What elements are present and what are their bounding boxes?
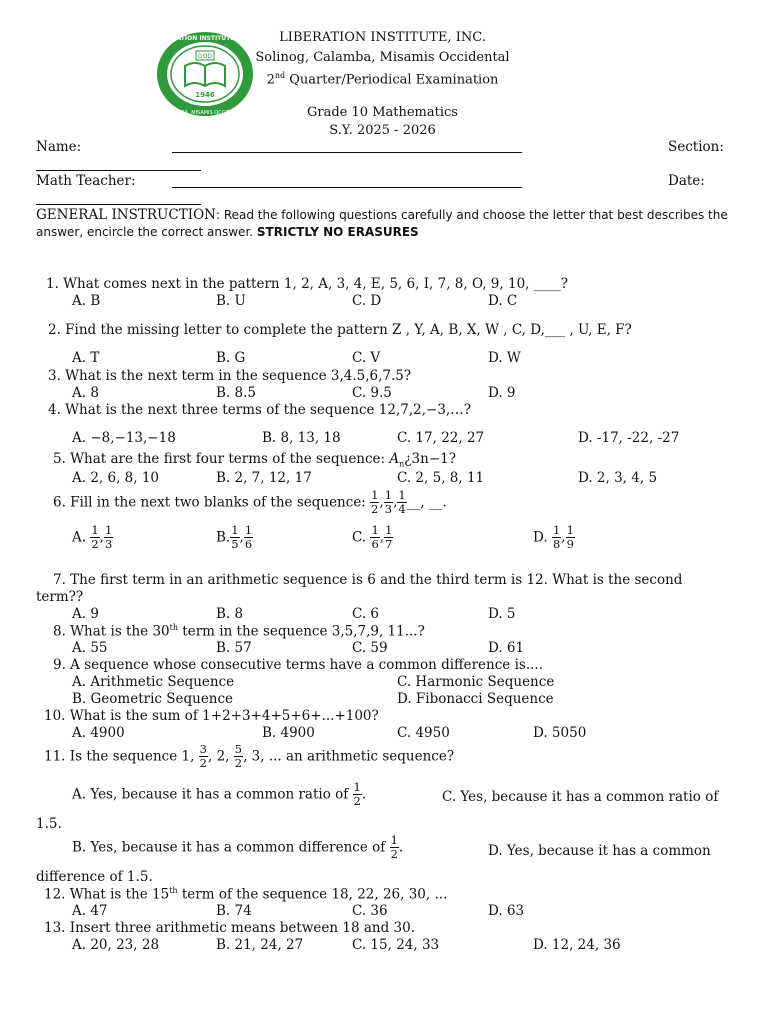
q10-choice-b[interactable]: B. 4900 [262, 725, 315, 741]
q11-choice-d-cont: difference of 1.5. [36, 869, 153, 885]
q2-choice-d[interactable]: D. W [488, 350, 521, 366]
question-8-stem: 8. What is the 30th term in the sequence 3,5,7,9, 11...? [53, 623, 425, 640]
svg-text:GOD: GOD [198, 53, 212, 60]
q8-choice-a[interactable]: A. 55 [72, 640, 108, 656]
q5-choice-b[interactable]: B. 2, 7, 12, 17 [216, 470, 312, 486]
question-7-stem: 7. The first term in an arithmetic sequence is 6 and the third term is 12. What is the second [53, 572, 683, 588]
svg-text:1946: 1946 [195, 91, 215, 99]
q5-choice-a[interactable]: A. 2, 6, 8, 10 [72, 470, 160, 486]
date-line[interactable] [36, 204, 201, 205]
q1-choice-a[interactable]: A. B [72, 293, 101, 309]
q6-frac-3: $\frac{1}{4}$ [398, 488, 406, 516]
question-6-stem: 6. Fill in the next two blanks of the sequence: $\frac{1}{2}$ , $\frac{1}{3}$ , $\frac{1}{4}$ __, __. [53, 488, 447, 516]
svg-text:LIBERATION INSTITUTE, INC.: LIBERATION INSTITUTE, INC. [157, 35, 253, 42]
q11-choice-a[interactable]: A. Yes, because it has a common ratio of $\frac{1}{2}$ . [72, 780, 367, 808]
q1-choice-b[interactable]: B. U [216, 293, 246, 309]
q4-choice-a[interactable]: A. −8,−13,−18 [72, 430, 176, 446]
q13-choice-d[interactable]: D. 12, 24, 36 [533, 937, 621, 953]
question-10-stem: 10. What is the sum of 1+2+3+4+5+6+...+100? [44, 708, 379, 724]
question-9-stem: 9. A sequence whose consecutive terms have a common difference is.... [53, 657, 543, 673]
q11-choice-c[interactable]: C. Yes, because it has a common ratio of [442, 789, 719, 805]
q8-choice-c[interactable]: C. 59 [352, 640, 388, 656]
svg-text:CALAMBA, MISAMIS OCCIDENTAL: CALAMBA, MISAMIS OCCIDENTAL [163, 110, 247, 116]
q9-choice-a[interactable]: A. Arithmetic Sequence [72, 674, 235, 690]
q7-choice-c[interactable]: C. 6 [352, 606, 380, 622]
q7-choice-a[interactable]: A. 9 [72, 606, 99, 622]
q6-choice-a[interactable]: A. $\frac{1}{2}$ , $\frac{1}{3}$ [72, 523, 113, 551]
q4-choice-c[interactable]: C. 17, 22, 27 [397, 430, 485, 446]
school-year: S.Y. 2025 - 2026 [329, 123, 436, 138]
q12-choice-b[interactable]: B. 74 [216, 903, 252, 919]
q2-choice-c[interactable]: C. V [352, 350, 381, 366]
q13-choice-c[interactable]: C. 15, 24, 33 [352, 937, 440, 953]
section-line[interactable] [36, 170, 201, 171]
question-3-stem: 3. What is the next term in the sequence 3,4.5,6,7.5? [48, 368, 412, 384]
q6-choice-c[interactable]: C. $\frac{1}{6}$ , $\frac{1}{7}$ [352, 523, 393, 551]
q3-choice-b[interactable]: B. 8.5 [216, 385, 256, 401]
question-12-stem: 12. What is the 15th term of the sequence 18, 22, 26, 30, ... [44, 886, 448, 903]
teacher-line[interactable] [172, 187, 522, 188]
q13-choice-b[interactable]: B. 21, 24, 27 [216, 937, 304, 953]
q8-choice-d[interactable]: D. 61 [488, 640, 525, 656]
q10-choice-a[interactable]: A. 4900 [72, 725, 125, 741]
q2-choice-a[interactable]: A. T [72, 350, 100, 366]
question-7-stem-cont: term?? [36, 589, 84, 605]
q6-frac-1: $\frac{1}{2}$ [371, 488, 379, 516]
q7-choice-b[interactable]: B. 8 [216, 606, 244, 622]
question-13-stem: 13. Insert three arithmetic means between 18 and 30. [44, 920, 415, 936]
q11-choice-c-cont: 1.5. [36, 816, 62, 832]
general-instruction-cont: answer, encircle the correct answer. STRICTLY NO ERASURES [36, 225, 419, 239]
question-11-stem: 11. Is the sequence 1, $\frac{3}{2}$ , 2, $\frac{5}{2}$ , 3, ... an arithmetic sequence? [44, 742, 455, 770]
school-address: Solinog, Calamba, Misamis Occidental [255, 50, 510, 65]
q12-choice-c[interactable]: C. 36 [352, 903, 388, 919]
subject-title: Grade 10 Mathematics [307, 105, 458, 120]
q5-choice-c[interactable]: C. 2, 5, 8, 11 [397, 470, 485, 486]
teacher-label: Math Teacher: [36, 173, 136, 189]
q5-choice-d[interactable]: D. 2, 3, 4, 5 [578, 470, 658, 486]
q12-choice-d[interactable]: D. 63 [488, 903, 525, 919]
q3-choice-c[interactable]: C. 9.5 [352, 385, 392, 401]
q9-choice-d[interactable]: D. Fibonacci Sequence [397, 691, 554, 707]
q3-choice-d[interactable]: D. 9 [488, 385, 516, 401]
q1-choice-c[interactable]: C. D [352, 293, 382, 309]
q3-choice-a[interactable]: A. 8 [72, 385, 99, 401]
q10-choice-c[interactable]: C. 4950 [397, 725, 450, 741]
school-name: LIBERATION INSTITUTE, INC. [279, 30, 486, 45]
q9-choice-b[interactable]: B. Geometric Sequence [72, 691, 234, 707]
q11-choice-b[interactable]: B. Yes, because it has a common difference of $\frac{1}{2}$ . [72, 833, 404, 861]
q13-choice-a[interactable]: A. 20, 23, 28 [72, 937, 160, 953]
q6-frac-2: $\frac{1}{3}$ [384, 488, 393, 516]
q4-choice-d[interactable]: D. -17, -22, -27 [578, 430, 680, 446]
date-label: Date: [668, 173, 705, 189]
question-4-stem: 4. What is the next three terms of the sequence 12,7,2,−3,…? [48, 402, 471, 418]
q8-choice-b[interactable]: B. 57 [216, 640, 252, 656]
name-line[interactable] [172, 152, 522, 153]
question-5-stem: 5. What are the first four terms of the sequence: $A_n¿3n-1$? [53, 451, 456, 469]
q6-choice-d[interactable]: D. $\frac{1}{8}$ , $\frac{1}{9}$ [533, 523, 574, 551]
q1-choice-d[interactable]: D. C [488, 293, 518, 309]
q12-choice-a[interactable]: A. 47 [72, 903, 108, 919]
question-1-stem: 1. What comes next in the pattern 1, 2, A, 3, 4, E, 5, 6, I, 7, 8, O, 9, 10, ____? [46, 276, 568, 292]
q6-choice-b[interactable]: B. $\frac{1}{5}$ , $\frac{1}{6}$ [216, 523, 253, 551]
q11-choice-d[interactable]: D. Yes, because it has a common [488, 843, 711, 859]
section-label: Section: [668, 139, 724, 155]
q4-choice-b[interactable]: B. 8, 13, 18 [262, 430, 341, 446]
exam-title: 2nd Quarter/Periodical Examination [266, 71, 499, 88]
q2-choice-b[interactable]: B. G [216, 350, 246, 366]
name-label: Name: [36, 139, 82, 155]
q7-choice-d[interactable]: D. 5 [488, 606, 516, 622]
question-2-stem: 2. Find the missing letter to complete the pattern Z , Y, A, B, X, W , C, D,___ , U, E, F? [48, 322, 632, 338]
q10-choice-d[interactable]: D. 5050 [533, 725, 587, 741]
general-instruction: GENERAL INSTRUCTION: Read the following questions carefully and choose the letter that best describes the [36, 207, 728, 223]
q9-choice-c[interactable]: C. Harmonic Sequence [397, 674, 555, 690]
